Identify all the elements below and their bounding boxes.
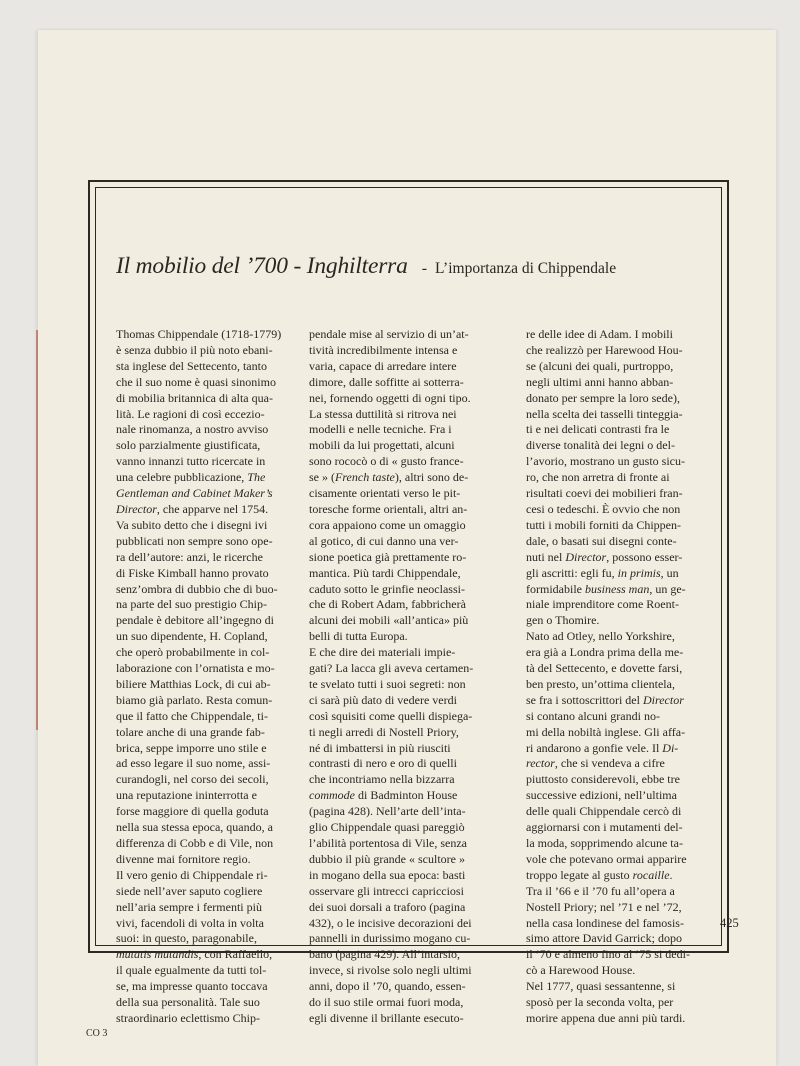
- text-line: negli ultimi anni hanno abban-: [526, 374, 674, 389]
- text-line: diverse tonalità dei legni o del-: [526, 438, 675, 453]
- text-line: contrasti di nero e oro di quelli: [309, 756, 457, 771]
- title-subtitle: L’importanza di Chippendale: [435, 260, 617, 277]
- text-line: una celebre pubblicazione, The: [116, 470, 266, 485]
- text-line: vivi, facendoli di volta in volta: [116, 915, 264, 930]
- text-line: sta inglese del Settecento, tanto: [116, 358, 267, 373]
- text-line: di mobilia britannica di alta qua-: [116, 390, 273, 405]
- text-line: mantica. Più tardi Chippendale,: [309, 565, 461, 580]
- text-line: troppo legate al gusto rocaille.: [526, 867, 673, 882]
- text-line: Nato ad Otley, nello Yorkshire,: [526, 629, 675, 644]
- text-line: suoi: in questo, paragonabile,: [116, 931, 257, 946]
- text-line: brica, seppe imporre uno stile e: [116, 740, 267, 755]
- text-line: che incontriamo nella bizzarra: [309, 772, 455, 787]
- text-line: vole che potevano ormai apparire: [526, 851, 687, 866]
- text-line: differenza di Cobb e di Vile, non: [116, 836, 274, 850]
- text-line: senz’ombra di dubbio che di buo-: [116, 581, 278, 596]
- text-line: che il suo nome è quasi sinonimo: [116, 374, 276, 389]
- text-line: ti negli arredi di Nostell Priory,: [309, 724, 459, 739]
- text-line: gli ascritti: egli fu, in primis, un: [526, 565, 679, 580]
- text-line: te svelato tutti i suoi segreti: non: [309, 676, 466, 691]
- text-line: que il fatto che Chippendale, ti-: [116, 708, 268, 723]
- text-line: toresche forme orientali, altri an-: [309, 501, 468, 516]
- text-line: se » (French taste), altri sono de-: [309, 470, 469, 485]
- text-line: siede nell’aver saputo cogliere: [116, 883, 263, 898]
- text-line: dubbio il più grande « scultore »: [309, 851, 465, 866]
- text-line: simo attore David Garrick; dopo: [526, 931, 682, 946]
- text-line: biliere Matthias Lock, di cui ab-: [116, 676, 271, 691]
- text-line: il quale egualmente da tutti tol-: [116, 963, 267, 978]
- text-line: mobili da lui progettati, alcuni: [309, 438, 455, 453]
- text-line: pendale mise al servizio di un’at-: [309, 327, 469, 341]
- text-line: della sua personalità. Tale suo: [116, 995, 260, 1010]
- text-line: vanno innanzi tutto ricercate in: [116, 454, 266, 469]
- text-line: ci sarà più dato di vedere verdi: [309, 692, 457, 707]
- text-line: biamo già parlato. Resta comun-: [116, 692, 273, 707]
- text-line: tutti i mobili forniti da Chippen-: [526, 517, 681, 532]
- text-line: straordinario eclettismo Chip-: [116, 1010, 260, 1025]
- text-line: Gentleman and Cabinet Maker’s: [116, 486, 273, 501]
- page-sheet: [38, 30, 776, 1066]
- text-line: risultati coevi dei mobilieri fran-: [526, 486, 683, 501]
- text-line: gati? La lacca gli aveva certamen-: [309, 661, 474, 676]
- text-line: così squisiti come quelli dispiega-: [309, 708, 473, 723]
- text-line: Va subito detto che i disegni ivi: [116, 517, 268, 532]
- text-line: modelli e nelle tecniche. Fra i: [309, 422, 452, 437]
- text-column-3: [526, 327, 721, 1027]
- text-line: né di imbattersi in più riusciti: [309, 740, 451, 755]
- text-line: Nostell Priory; nel ’71 e nel ’72,: [526, 899, 682, 914]
- text-line: alcuni dei mobili «all’antica» più: [309, 613, 469, 628]
- text-line: re delle idee di Adam. I mobili: [526, 327, 673, 341]
- text-line: Thomas Chippendale (1718-1779): [116, 327, 282, 341]
- text-line: formidabile business man, un ge-: [526, 581, 686, 596]
- text-line: nella casa londinese del famosis-: [526, 915, 684, 930]
- text-line: ra dell’autore: anzi, le ricerche: [116, 549, 263, 564]
- text-line: caduto sotto le grinfie neoclassi-: [309, 581, 465, 596]
- text-line: dale, o basati sui disegni conte-: [526, 533, 677, 548]
- text-line: morire appena due anni più tardi.: [526, 1010, 686, 1025]
- text-line: tà del Settecento, e dovette farsi,: [526, 661, 683, 676]
- text-line: egli divenne il brillante esecuto-: [309, 1010, 464, 1025]
- text-line: era già a Londra prima della me-: [526, 645, 684, 660]
- text-line: laborazione con l’ornatista e mo-: [116, 661, 275, 676]
- text-line: pendale è debitore all’ingegno di: [116, 613, 274, 628]
- text-line: niale imprenditore come Roent-: [526, 597, 679, 612]
- text-line: Tra il ’66 e il ’70 fu all’opera a: [526, 883, 675, 898]
- text-line: nei, fornendo oggetti di ogni tipo.: [309, 390, 471, 405]
- text-line: che di Robert Adam, fabbricherà: [309, 597, 466, 612]
- text-line: 432), o le incisive decorazioni dei: [309, 915, 472, 930]
- text-line: osservare gli intrecci capricciosi: [309, 883, 464, 898]
- text-line: cò a Harewood House.: [526, 963, 636, 978]
- text-line: pubblicati non sempre sono ope-: [116, 533, 273, 548]
- text-line: (pagina 428). Nell’arte dell’inta-: [309, 804, 466, 819]
- text-line: ben presto, un’ottima clientela,: [526, 676, 675, 691]
- text-line: sposò per la seconda volta, per: [526, 995, 674, 1010]
- text-line: cisamente orientati verso le pit-: [309, 486, 461, 501]
- text-line: tolare anche di una grande fab-: [116, 724, 265, 739]
- text-line: di Fiske Kimball hanno provato: [116, 565, 269, 580]
- page-number: 425: [720, 916, 739, 930]
- text-line: un suo dipendente, H. Copland,: [116, 629, 268, 644]
- text-line: sione poetica già prettamente ro-: [309, 549, 467, 564]
- text-line: E che dire dei materiali impie-: [309, 645, 456, 660]
- text-line: La stessa duttilità si ritrova nei: [309, 406, 457, 421]
- text-line: nella scelta dei tasselli tinteggia-: [526, 406, 683, 421]
- text-line: al gotico, di cui danno una ver-: [309, 533, 459, 548]
- text-line: successive edizioni, nell’ultima: [526, 788, 677, 803]
- text-line: tività incredibilmente intensa e: [309, 342, 458, 357]
- text-line: nella sua stessa epoca, quando, a: [116, 820, 273, 835]
- text-line: il ’70 e almeno fino al ’75 si dedi-: [526, 947, 690, 962]
- text-line: gen o Thomire.: [526, 613, 600, 628]
- text-line: la moda, sopprimendo alcune ta-: [526, 836, 683, 850]
- text-line: anni, dopo il ’70, quando, essen-: [309, 979, 466, 994]
- text-line: sono rococò o di « gusto france-: [309, 454, 464, 469]
- text-line: se (alcuni dei quali, purtroppo,: [526, 358, 674, 373]
- text-line: belli di tutta Europa.: [309, 629, 408, 644]
- text-line: rector, che si vendeva a cifre: [526, 756, 665, 771]
- text-line: pannelli in durissimo mogano cu-: [309, 931, 471, 946]
- text-line: l’avorio, mostrano un gusto sicu-: [526, 454, 685, 469]
- text-line: ro, che non arretra di fronte ai: [526, 470, 670, 485]
- text-line: cora appaiono come un omaggio: [309, 517, 466, 532]
- text-line: do il suo stile ormai fuori moda,: [309, 995, 464, 1010]
- code-label: CO 3: [86, 1028, 108, 1039]
- text-line: mutatis mutandis, con Raffaello,: [116, 947, 273, 962]
- text-line: curandogli, nel corso dei secoli,: [116, 772, 269, 787]
- text-line: nell’aria sempre i fermenti più: [116, 899, 262, 914]
- text-line: na parte del suo prestigio Chip-: [116, 597, 267, 612]
- text-line: cesi o tedeschi. È ovvio che non: [526, 501, 681, 516]
- text-line: se fra i sottoscrittori del Director: [526, 692, 684, 707]
- text-line: invece, si rivolse solo negli ultimi: [309, 963, 472, 978]
- text-line: è senza dubbio il più noto ebani-: [116, 342, 273, 357]
- text-line: che realizzò per Harewood Hou-: [526, 342, 683, 357]
- text-line: ri andarono a gonfie vele. Il Di-: [526, 740, 679, 755]
- text-line: aggiornarsi con i mutamenti del-: [526, 820, 683, 835]
- text-line: l’abilità portentosa di Vile, senza: [309, 836, 468, 850]
- text-line: divenne mai fornitore regio.: [116, 851, 251, 866]
- text-line: ti e nei delicati contrasti fra le: [526, 422, 670, 437]
- text-column-2: [309, 327, 515, 1027]
- text-line: Director, che apparve nel 1754.: [116, 501, 269, 516]
- text-line: donato per sempre la loro sede),: [526, 390, 680, 405]
- text-line: ad esso legare il suo nome, assi-: [116, 756, 271, 771]
- article-title: [116, 253, 676, 280]
- text-line: solo parzialmente giustificata,: [116, 438, 261, 453]
- text-line: commode di Badminton House: [309, 788, 458, 803]
- text-line: dei suoi dorsali a traforo (pagina: [309, 899, 466, 914]
- text-line: che operò probabilmente in col-: [116, 645, 270, 660]
- text-line: se, ma impresse quanto toccava: [116, 979, 268, 994]
- text-line: nuti nel Director, possono esser-: [526, 549, 683, 564]
- text-line: varia, capace di arredare intere: [309, 358, 457, 373]
- title-separator: -: [421, 260, 428, 277]
- text-line: glio Chippendale quasi pareggiò: [309, 820, 465, 835]
- text-line: piuttosto considerevoli, ebbe tre: [526, 772, 680, 787]
- text-line: si contano alcuni grandi no-: [526, 708, 660, 723]
- text-line: in mogano della sua epoca: basti: [309, 867, 466, 882]
- text-line: bano (pagina 429). All’intarsio,: [309, 947, 460, 962]
- text-line: forse maggiore di quella goduta: [116, 804, 269, 819]
- text-line: nale rinomanza, a nostro avviso: [116, 422, 269, 437]
- text-line: mi della nobiltà inglese. Gli affa-: [526, 724, 686, 739]
- text-column-1: [116, 327, 300, 1027]
- text-line: dimore, dalle soffitte ai sotterra-: [309, 374, 464, 389]
- text-line: delle quali Chippendale cercò di: [526, 804, 682, 819]
- text-line: Il vero genio di Chippendale ri-: [116, 867, 268, 882]
- title-main: Il mobilio del ’700 - Inghilterra: [116, 253, 408, 279]
- text-line: Nel 1777, quasi sessantenne, si: [526, 979, 676, 994]
- text-line: lità. Le ragioni di così eccezio-: [116, 406, 265, 421]
- text-line: una reputazione ininterrotta e: [116, 788, 257, 803]
